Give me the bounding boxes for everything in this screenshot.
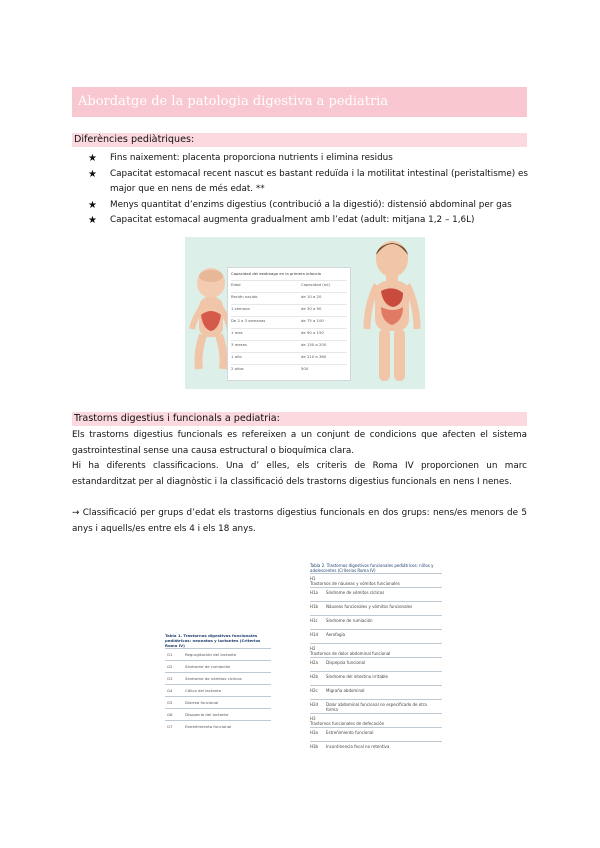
table-row — [310, 699, 442, 713]
table-row: G3 Síndrome de vómitos cíclicos — [165, 672, 271, 684]
list-item: ★ Fins naixement: placenta proporciona nutrients i elimina residus — [88, 151, 528, 167]
rome-iv-child-table — [310, 563, 442, 755]
differences-list — [88, 151, 528, 229]
table-group-label: Trastornos de náuseas y vómitos funcionales — [310, 581, 400, 586]
table-cell: Síndrome de vómitos cíclicos — [326, 590, 385, 595]
table-cell: Síndrome del intestino irritable — [326, 674, 389, 679]
table-code: H2a — [310, 660, 319, 665]
star-icon: ★ — [88, 215, 97, 226]
table-row — [310, 741, 442, 755]
table-code: H3a — [310, 730, 319, 735]
section-heading-differences: Diferències pediàtriques: — [72, 133, 527, 147]
table-code: H2d — [310, 702, 319, 707]
table-cell: Incontinencia fecal no retentiva — [326, 744, 390, 749]
table-row — [310, 657, 442, 671]
list-item: ★ Menys quantitat d’enzims digestius (contribució a la digestió): distensió abdominal per gas — [88, 198, 528, 214]
star-icon: ★ — [88, 199, 97, 211]
stomach-table-title: Capacidad del estómago en la primera infancia — [231, 271, 322, 276]
table-row: De 2 a 3 semanas de 75 a 100 — [231, 316, 347, 326]
table-row: G4 Cólico del lactante — [165, 684, 271, 696]
table-row: G2 Síndrome de rumiación — [165, 660, 271, 672]
table-row: 1 mes de 90 a 150 — [231, 328, 347, 338]
table-cell: Síndrome de rumiación — [326, 618, 373, 623]
table-row: 3 meses de 150 a 200 — [231, 340, 347, 350]
star-icon: ★ — [88, 153, 97, 164]
title-banner — [72, 87, 527, 117]
table-row: G5 Diarrea funcional — [165, 696, 271, 708]
table-cell: Aerofagia — [326, 632, 346, 637]
stomach-capacity-figure — [185, 237, 425, 389]
table-cell: Náuseas funcionales y vómitos funcionales — [326, 604, 413, 609]
table-cell: Migraña abdominal — [326, 688, 365, 693]
table-cell: Dolor abdominal funcional no especificado de otra forma — [326, 702, 427, 712]
table-group-label: Trastornos de dolor abdominal funcional — [310, 651, 391, 656]
paragraph-rome-iv: Hi ha diferents classificacions. Una d’ elles, els criteris de Roma IV proporcionen un marc estandarditzat per al diagnòstic i la classificació dels trastorns digestius funcionals en nens I nenes. — [72, 461, 527, 487]
table-row: Recién nacido de 10 a 20 — [231, 292, 347, 302]
table-cell: Estreñimiento funcional — [326, 730, 374, 735]
paragraph-definition: Els trastorns digestius funcionals es refereixen a un conjunt de condicions que afecten el sistema gastrointestinal sense una causa estructural o bioquímica clara. — [72, 430, 527, 456]
table-group-label: Trastornos funcionales de defecación — [310, 721, 385, 726]
table-row — [310, 601, 442, 615]
table-row — [310, 573, 442, 587]
list-item: ★ Capacitat estomacal recent nascut es bastant reduïda i la motilitat intestinal (peristaltisme) es major que en nens de més edat. ** — [88, 168, 528, 194]
table-row: 2 años 500 — [231, 364, 347, 374]
table-code: H2 — [310, 646, 316, 651]
table-row: G1 Regurgitación del lactante — [165, 648, 271, 660]
table-caption: Tabla 1. Trastornos digestivos funcionales pediátricos: neonatos y lactantes (Criterios Roma IV) — [165, 633, 261, 648]
table-row — [310, 615, 442, 629]
paragraph-age-groups: → Classificació per grups d’edat els trastorns digestius funcionals en dos grups: nens/es menors de 5 anys i aquells/es entre els 4 i els 18 anys. — [72, 508, 527, 534]
table-code: H1d — [310, 632, 319, 637]
table-code: H3b — [310, 744, 319, 749]
table-code: H2c — [310, 688, 318, 693]
child-illustration — [363, 239, 421, 387]
table-cell: Dispepsia funcional — [326, 660, 366, 665]
rome-iv-infant-table — [165, 633, 271, 732]
table-row — [310, 713, 442, 727]
table-code: H1a — [310, 590, 319, 595]
table-row: 1 año de 210 a 360 — [231, 352, 347, 362]
table-code: H3 — [310, 716, 316, 721]
list-item: ★ Capacitat estomacal augmenta gradualment amb l’edat (adult: mitjana 1,2 – 1,6L) — [88, 213, 528, 229]
table-row — [310, 685, 442, 699]
table-row: G6 Disquecia del lactante — [165, 708, 271, 720]
table-row — [310, 727, 442, 741]
table-header-row: Edad Capacidad (ml) — [231, 280, 347, 290]
table-row: G7 Estreñimiento funcional — [165, 720, 271, 732]
table-code: H2b — [310, 674, 319, 679]
page-title: Abordatge de la patologia digestiva a pediatria — [78, 94, 389, 109]
table-row — [310, 671, 442, 685]
table-row: 1 semana de 30 a 90 — [231, 304, 347, 314]
stomach-capacity-table — [227, 267, 351, 381]
table-code: H1b — [310, 604, 319, 609]
section-heading-disorders: Trastorns digestius i funcionals a pediatria: — [72, 412, 527, 426]
star-icon: ★ — [88, 168, 97, 180]
table-row — [310, 643, 442, 657]
table-code: H1c — [310, 618, 318, 623]
table-row — [310, 587, 442, 601]
table-caption: Tabla 2. Trastornos digestivos funcionales pediátricos: niños y adolescentes (Criterios Roma IV) — [310, 563, 434, 573]
table-row — [310, 629, 442, 643]
table-code: H1 — [310, 576, 316, 581]
